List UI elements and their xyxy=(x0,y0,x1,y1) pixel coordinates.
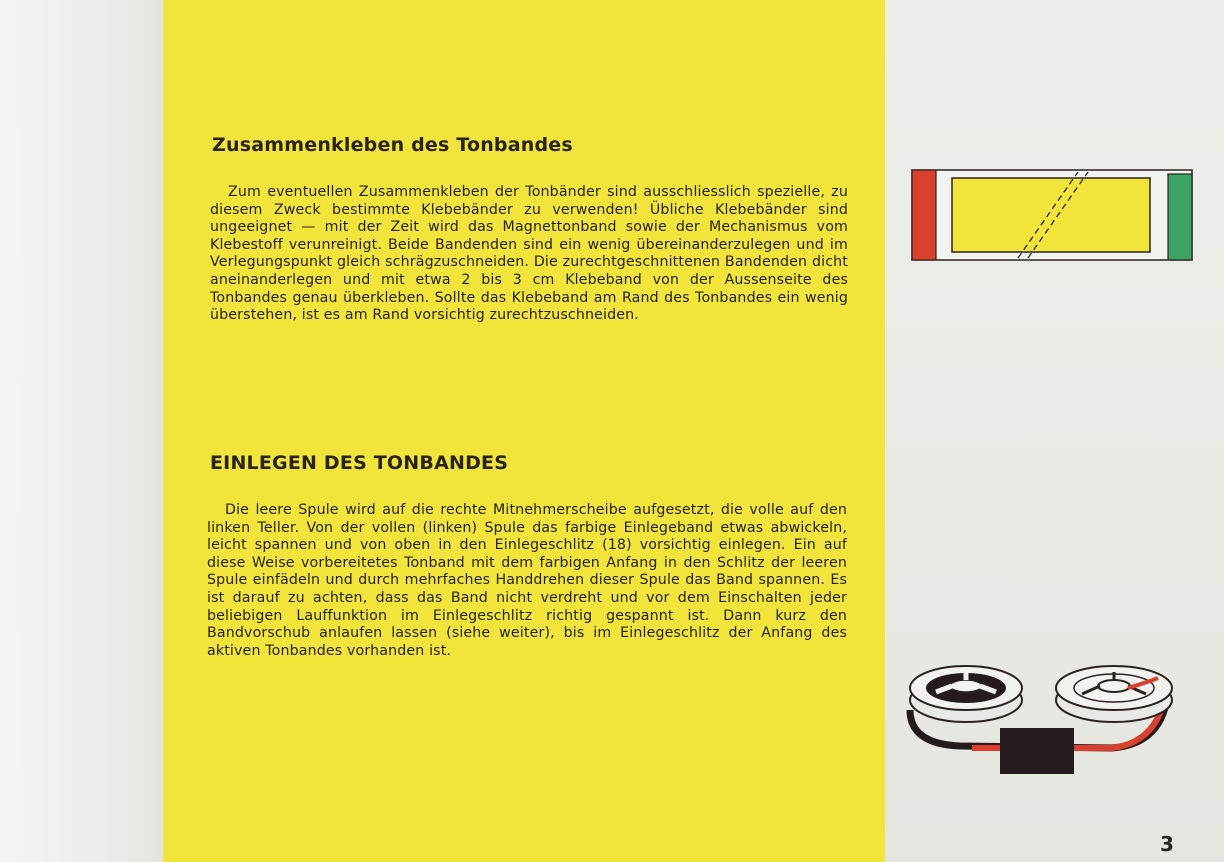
section-heading-loading: EINLEGEN DES TONBANDES xyxy=(210,452,509,474)
page-number: 3 xyxy=(1160,832,1174,856)
tape-splice-icon xyxy=(908,166,1198,266)
tape-reels-icon xyxy=(902,648,1182,780)
left-page-margin xyxy=(0,0,175,862)
section-heading-splicing: Zusammenkleben des Tonbandes xyxy=(212,134,573,156)
section-paragraph-loading: Die leere Spule wird auf die rechte Mitnehmerscheibe aufgesetzt, die volle auf den linken Teller. Von der vollen (linken) Spule das farbige Einlegeband etwas abwickeln, leicht spannen und von oben in den Einlegeschlitz (18) vorsichtig einlegen. Ein auf diese Weise vorbereitetes Tonband mit dem farbigen Anfang in den Schlitz der leeren Spule einfädeln und durch mehrfaches Handdrehen dieser Spule das Band spannen. Es ist darauf zu achten, dass das Band nicht verdreht und vor dem Einschalten jeder beliebigen Lauffunktion im Einlegeschlitz richtig gespannt ist. Dann kurz den Bandvorschub anlaufen lassen (siehe weiter), bis im Einlegeschlitz der Anfang des aktiven Tonbandes vorhanden ist. xyxy=(207,502,847,659)
yellow-text-panel xyxy=(163,0,885,862)
section-paragraph-splicing: Zum eventuellen Zusammenkleben der Tonbänder sind ausschliesslich spezielle, zu diesem Zweck bestimmte Klebebänder zu verwenden! Übliche Klebebänder sind ungeeignet — mit der Zeit wird das Magnettonband sowie der Mechanismus vom Klebestoff verunreinigt. Beide Bandenden sind ein wenig übereinanderzulegen und im Verlegungspunkt gleich schrägzuschneiden. Die zurechtgeschnittenen Bandenden dicht aneinanderlegen und mit etwa 2 bis 3 cm Klebeband von der Aussenseite des Tonbandes genau überkleben. Sollte das Klebeband am Rand des Tonbandes ein wenig überstehen, ist es am Rand vorsichtig zurechtzuschneiden. xyxy=(210,184,848,324)
